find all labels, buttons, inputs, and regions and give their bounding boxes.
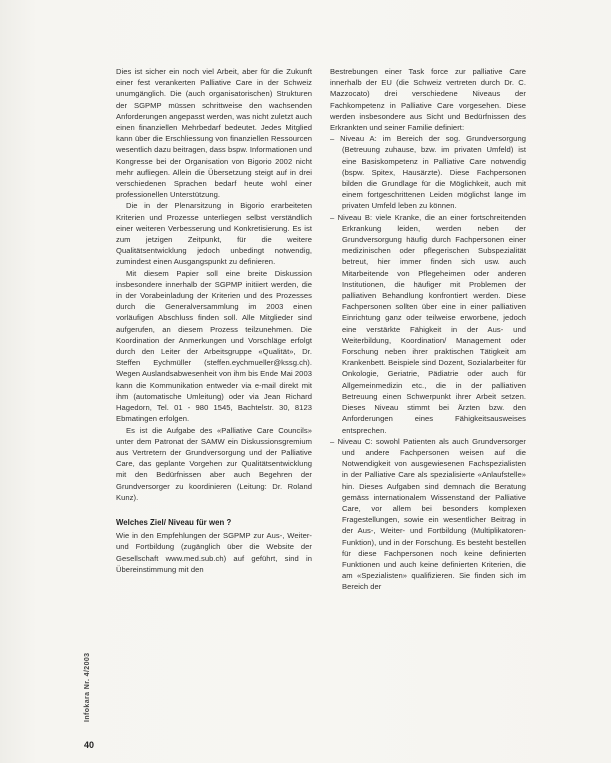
list-item-niveau-b: – Niveau B: viele Kranke, die an einer fortschreitenden Erkrankung leiden, werden neben der Grundversorgung häufig durch Fachpersonen einer medizinischen oder pflegerischen Subspezialität betreut, hier immer finden sich usw. auch Mitarbeitende von Pflegeheimen oder anderen Institutionen, die häufiger mit Problemen der palliativen Behandlung konfrontiert werden. Diese Fachpersonen sollten über eine in einer palliativen Einrichtung ganz oder teilweise erworbene, jedoch eine verstärkte Fähigkeit in der Aus- und Weiterbildung, Koordination/ Management oder Forschung neben ihrer praktischen Tätigkeit am Krankenbett. Beispiele sind Dozent, Sozialarbeiter für Onkologie, Geriatrie, Pädiatrie oder auch für Allgemeinmedizin etc., die in der palliativen Betreuung einen Schwerpunkt ihrer Arbeit setzen. Dieses Niveau stimmt bei Ärzten bzw. den Anforderungen eines Fähigkeitsausweises entsprechen.: [330, 212, 526, 435]
section-heading: Welches Ziel/ Niveau für wen ?: [116, 517, 232, 527]
left-column: [116, 66, 312, 575]
journal-side-label: [84, 592, 100, 722]
paragraph: Es ist die Aufgabe des «Palliative Care Councils» unter dem Patronat der SAMW ein Diskussionsgremium aus Vertretern der Grundversorgung und der Palliative Care, das geplante Vorgehen zur Qualitätsentwicklung mit den Bedürfnissen aber auch Begehren der Grundversorger zu koordinieren (Leitung: Dr. Roland Kunz).: [116, 425, 312, 502]
paragraph: Wie in den Empfehlungen der SGPMP zur Aus-, Weiter- und Fortbildung (zugänglich über die Website der Gesellschaft www.med.sub.ch) auf geführt, sind in Übereinstimmung mit den: [116, 531, 312, 574]
paragraph: Die in der Plenarsitzung in Bigorio erarbeiteten Kriterien und Prozesse unterliegen selbst verständlich einer weiteren Verbesserung und Konkretisierung. Es ist zum jetzigen Zeitpunkt, für die weitere Qualitätsentwicklung jedoch unbedingt notwendig, zumindest einen Ausgangspunkt zu definieren.: [116, 201, 312, 267]
list-item-niveau-c: – Niveau C: sowohl Patienten als auch Grundversorger und andere Fachpersonen weisen auf die Notwendigkeit von ausgewiesenen Fachspezialisten in der Palliative Care als spezialisierte «Anlaufstelle» hin. Dieses Aufgaben sind demnach die Beratung gemäss internationalem Wissenstand der Palliative Care, vor allem bei besonders komplexen Fragestellungen, sowie ein wesentlicher Beitrag in der Aus-, Weiter- und Fortbildung (Multiplikatoren-Funktion), und in der Forschung. Es besteht bestellen für diese Fachpersonen noch keine definierten Funktionen und auch keine definierten Kriterien, die am «Spezialisten» qualifizieren. Sie finden sich im Bereich der: [330, 436, 526, 592]
paragraph: Bestrebungen einer Task force zur palliative Care innerhalb der EU (die Schweiz vertreten durch Dr. C. Mazzocato) drei verschiedene Niveaus der Fachkompetenz in Palliative Care vorgesehen. Diese werden insbesondere aus Sicht und Bedürfnissen des Erkrankten und seiner Familie definiert:: [330, 67, 526, 133]
page-number: 40: [84, 740, 95, 750]
paragraph: Mit diesem Papier soll eine breite Diskussion insbesondere innerhalb der SGPMP initiiert werden, die in der Vorabeinladung der Kriterien und des Prozesses durch die Generalversammlung im 2003 einen vorläufigen Abschluss finden soll. Alle Mitglieder sind aufgerufen, an diesem Prozess teilzunehmen. Die Koordination der Anmerkungen und Vorschläge erfolgt durch den Leiter der Arbeitsgruppe «Qualität», Dr. Steffen Eychmüller (steffen.eychmueller@kssg.ch). Wegen Auslandsabwesenheit von ihm bis Ende Mai 2003 kann die Kommunikation entweder via e-mail direkt mit ihm (automatische Umleitung) oder via Jean Richard Hagedorn, Tel. 01 - 980 1545, Bachtelstr. 30, 8123 Ebmatingen erfolgen.: [116, 268, 312, 424]
right-column: [330, 66, 526, 593]
list-item-niveau-a: – Niveau A: im Bereich der sog. Grundversorgung (Betreuung zuhause, bzw. im privaten Umfeld) ist eine Basiskompetenz in Palliative Care notwendig (bspw. Spitex, Hausärzte). Diese Fachpersonen bilden die Grundlage für die Möglichkeit, auch mit einem fortgeschrittenen Leiden möglichst lange im privaten Umfeld leben zu können.: [330, 134, 526, 211]
journal-issue-label: Infokara Nr. 4/2003: [84, 652, 91, 722]
paragraph: Dies ist sicher ein noch viel Arbeit, aber für die Zukunft einer fest verankerten Palliative Care in der Schweiz unumgänglich. Die (auch organisatorischen) Strukturen der SGPMP müssen schrittweise den wachsenden Anforderungen angepasst werden, was nicht zuletzt auch einen finanziellen Mehrbedarf bedeutet. Jedes Mitglied kann über die Erschliessung von finanziellen Ressourcen wesentlich dazu beitragen, dass bspw. Informationen und Kongresse bei der Organisation von Bigorio 2002 nicht mehr aufliegen. Allein die Übersetzung steigt auf in drei verschiedenen Sprachen bedarf heute wohl einer professionellen Unterstützung.: [116, 67, 312, 200]
